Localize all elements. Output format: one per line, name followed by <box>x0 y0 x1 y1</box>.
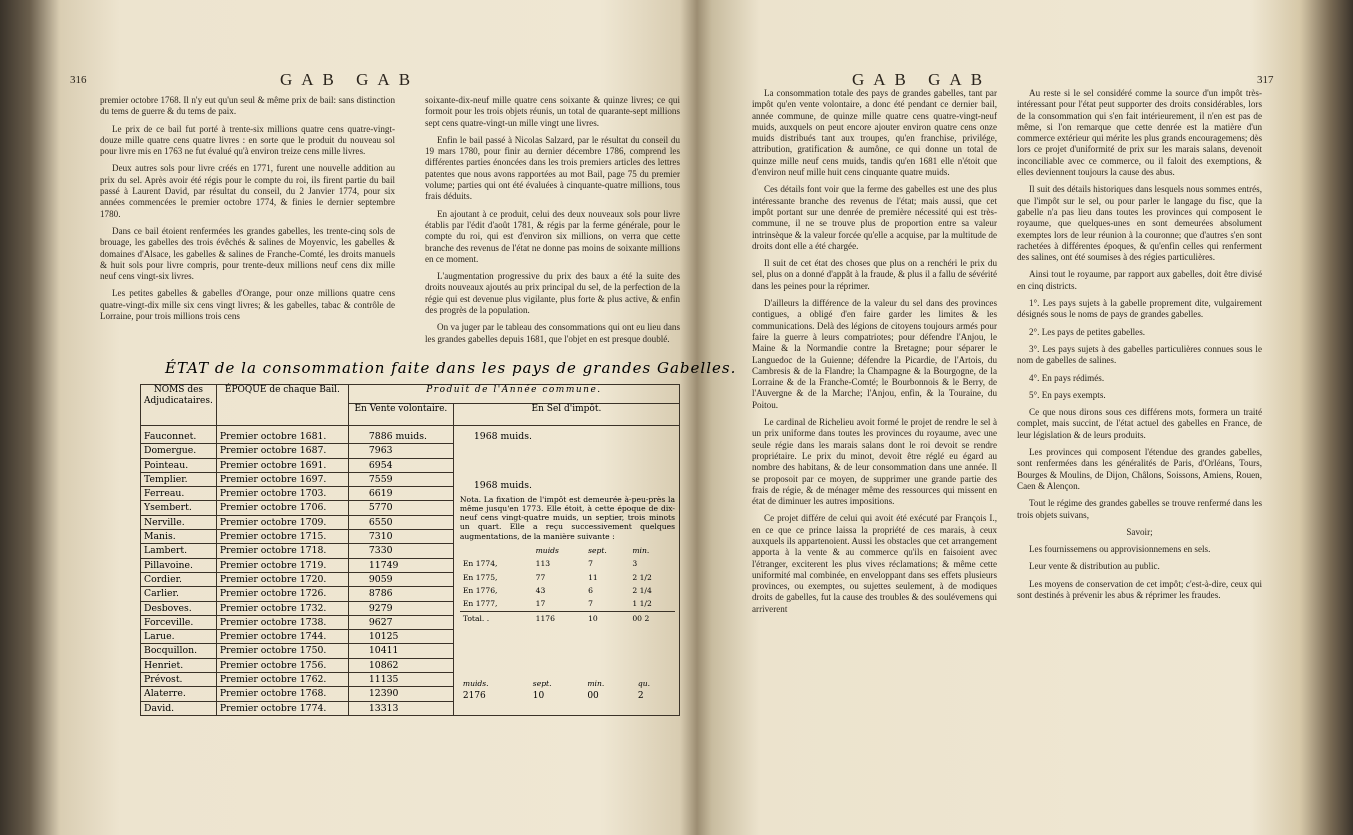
table-row: Forceville. Premier octobre 1738. 9627 <box>141 615 680 629</box>
table-row: Larue. Premier octobre 1744. 10125 <box>141 630 680 644</box>
sel-value-second: 1968 muids. <box>473 480 532 492</box>
sub-head: muids <box>535 546 559 556</box>
paragraph: 4°. En pays rédimés. <box>1029 372 1105 383</box>
paragraph: 1°. Les pays sujets à la gabelle proprement dite, vulgairement désignés sous le noms de pays de grandes gabelles. <box>1017 298 1262 320</box>
col-header-noms: NOMS des Adjudicataires. <box>141 385 217 426</box>
paragraph: Savoir; <box>1126 526 1153 537</box>
paragraph: 3°. Les pays sujets à des gabelles particulières connues sous le nom de gabelles de salines. <box>1017 343 1262 366</box>
final-total: muids. sept. min. qu. 2176 10 00 2 <box>462 678 651 702</box>
sub-head: min. <box>632 546 650 556</box>
table-row: Cordier. Premier octobre 1720. 9059 <box>141 572 680 586</box>
table-row: Carlier. Premier octobre 1726. 8786 <box>141 587 680 601</box>
paragraph: 5°. En pays exempts. <box>1029 389 1106 400</box>
paragraph: Ce que nous dirons sous ces différens mots, formera un traité complet, mais succint, de l'état actuel des gabelles en France, de leur législation & de leurs produits. <box>1017 407 1262 440</box>
table-row: Domergue. Premier octobre 1687. 7963 <box>141 444 680 458</box>
table-row <box>141 426 680 444</box>
paragraph: On va juger par le tableau des consommations qui ont eu lieu dans les grandes gabelles depuis 1681, que l'objet en est presque doublé. <box>425 322 680 344</box>
table-row: Henriet. Premier octobre 1756. 10862 <box>141 658 680 672</box>
paragraph: premier octobre 1768. Il n'y eut qu'un seul & même prix de bail: sans distinction du tems de guerre & du tems de paix. <box>100 95 395 117</box>
table-row: Pointeau. Premier octobre 1691. 6954 <box>141 458 680 472</box>
left-column-1 <box>100 95 395 328</box>
running-head-left: GAB GAB <box>280 70 420 89</box>
table-row: Nerville. Premier octobre 1709. 6550 <box>141 515 680 529</box>
col-header-epoque: ÉPOQUE de chaque Bail. <box>216 385 348 426</box>
paragraph: Leur vente & distribution au public. <box>1029 561 1160 572</box>
table-row: Ferreau. Premier octobre 1703. 6619 <box>141 487 680 501</box>
table-row: Manis. Premier octobre 1715. 7310 <box>141 530 680 544</box>
paragraph: L'augmentation progressive du prix des baux a été la suite des droits nouveaux ajoutés au prix principal du sel, de la perfection de la régie qui est devenue plus vigilante, plus forte & plus active, & enfin des progrès de la population. <box>425 271 680 316</box>
right-page <box>712 0 1292 835</box>
paragraph: D'ailleurs la différence de la valeur du sel dans des provinces contigues, a obligé d'en faire garder les limites & les communications. Delà des légions de citoyens toujours armés pour faire la guerre à leurs compatriotes; pour défendre l'Anjou, le Maine & la Normandie contre la Bretagne; pour séparer le Languedoc de la Guienne; défendre la Picardie, de l'Artois, du Cambresis & de la Flandre; la Champagne & la Bourgogne, de la Lorraine & de la Franche-Comté; le Bourbonnois & le Berry, de l'Auvergne & de la Marche; l'Anjou, enfin, & la Touraine, du Poitou. <box>752 298 997 410</box>
sub-row: En 1775, 77 11 2 1/2 <box>462 572 652 582</box>
paragraph: Tout le régime des grandes gabelles se trouve renfermé dans les trois objets suivans, <box>1017 498 1262 520</box>
page-number-right: 317 <box>1257 74 1274 86</box>
col-header-sel: En Sel d'impôt. <box>453 404 679 426</box>
paragraph: Ces détails font voir que la ferme des gabelles est une des plus intéressante branche des revenus de l'état; mais aussi, que cet impôt portant sur une denrée de première nécessité qui est très-commune, il ne se trouve plus de proportion entre sa valeur intrinsèque & la valeur forcée qu'elle a acquise, par la multitude de droits dont elle a été chargée. <box>752 184 997 251</box>
paragraph: Il suit des détails historiques dans lesquels nous sommes entrés, que l'impôt sur le sel, ou pour parler le langage du fisc, que la gabelle n'a pas lieu dans toutes les provinces qui composent le royaume, que quelques-unes en sont demeurées absolument exemptes lors de leur réunion à la couronne; que d'autres s'en sont rachetées à différentes époques, & qu'enfin celles qui renferment des salines, ont été soumises à des régies particulières. <box>1017 184 1262 263</box>
running-head-right: GAB GAB <box>852 70 992 89</box>
paragraph: Au reste si le sel considéré comme la source d'un impôt très-intéressant pour l'état peut supporter des droits considérables, lors de la consommation qui s'en fait intérieurement, il n'en est pas de même, si l'on remarque que cette denrée est la matière d'un commerce extérieur qui mérite les plus grands encouragemens; dès lors ce projet d'uniformité de prix sur les marais salans, devenoit inconciliable avec ce commerce, ou il faloit des exemptions, & elles deviennent toujours la cause des abus. <box>1017 88 1262 178</box>
paragraph: 2°. Les pays de petites gabelles. <box>1029 326 1146 337</box>
paragraph: Les moyens de conservation de cet impôt; c'est-à-dire, ceux qui sont destinés à prévenir les abus & réprimer les fraudes. <box>1017 578 1262 600</box>
paragraph: soixante-dix-neuf mille quatre cens soixante & quinze livres; ce qui formoit pour les trois objets réunis, un total de quarante-sept millions sept cens quatre-vingt-un mille vingt une livres. <box>425 95 680 128</box>
table-row: Pillavoine. Premier octobre 1719. 11749 <box>141 558 680 572</box>
paragraph: Le cardinal de Richelieu avoit formé le projet de rendre le sel à un prix uniforme dans toutes les provinces du royaume, avec une seule régie dans les marais salans dont le roi devoit se rendre propriétaire. Le prix du minot, devoit être réglé eu égard au nombre des habitans, & de leur consommation dans une année. Il se proposoit par ce moyen, de supprimer une grande partie des frais de régie, & de ménager même des ressources qui missent en état de diminuer les autres impositions. <box>752 417 997 507</box>
table-header-row <box>141 385 680 404</box>
paragraph: Les provinces qui composent l'étendue des grandes gabelles, sont renfermées dans les généralités de Paris, d'Orléans, Tours, Bourges & Moulins, de Dijon, Châlons, Soissons, Amiens, Rouen, Caen & Alençon. <box>1017 447 1262 491</box>
paragraph: Enfin le bail passé à Nicolas Salzard, par le résultat du conseil du 19 mars 1780, pour finir au dernier décembre 1786, comprend les différentes parties énoncées dans les trois premiers articles des lettres patentes que nous avons rapportées au mot Bail, page 75 du premier volume; parties qui ont été évaluées à cinquante-quatre millions, tous frais déduits. <box>425 134 680 202</box>
paragraph: En ajoutant à ce produit, celui des deux nouveaux sols pour livre établis par l'édit d'août 1781, & régis par la ferme générale, pour le compte du roi, qui est d'environ six millions, on verra que cette branche des revenus de l'état ne donne pas moins de soixante millions en ce moment. <box>425 208 680 264</box>
paragraph: Le prix de ce bail fut porté à trente-six millions quatre cens quatre-vingt-douze mille quatre cens quatre livres : en sorte que le produit du nouveau sol pour livre mis en 1763 ne fut évalué qu'à environ treize cens mille livres. <box>100 123 395 157</box>
paragraph: Ainsi tout le royaume, par rapport aux gabelles, doit être divisé en cinq districts. <box>1017 269 1262 291</box>
note-text: Nota. La fixation de l'impôt est demeurée à-peu-près la même jusqu'en 1773. Elle étoit, à cette époque de dix-neuf cens vingt-quatre muids, un septier, trois minots un quart. Elle a reçu successivement quelques augmentations, de la manière suivante : <box>459 494 675 541</box>
paragraph: La consommation totale des pays de grandes gabelles, tant par impôt qu'en vente volontaire, a donc été pendant ce dernier bail, année commune, de quinze mille quatre cens quatre-vingt-neuf muids, auxquels on peut encore ajouter environ quatre cens onze muids distribués tant aux troupes, qu'en franchise, privilége, attribution, gratification & aumône, ce qui donne un total de quinze mille neuf cens muids, tandis qu'en 1681 elle n'étoit que d'environ neuf mille huit cens cinquante quatre muids. <box>752 88 997 178</box>
sub-row: En 1776, 43 6 2 1/4 <box>462 585 652 595</box>
table-title: ÉTAT de la consommation faite dans les pays de grandes Gabelles. <box>165 359 737 377</box>
row-vente: 7886 muids. <box>348 426 453 444</box>
paragraph: Deux autres sols pour livre créés en 1771, furent une nouvelle addition au prix du sel. Après avoir été régis pour le compte du roi, ils firent partie du bail passé à Laurent David, par résultat du conseil, du 2 Janvier 1774, pour six années commencées le premier octobre 1774, & finies le dernier septembre 1780. <box>100 163 395 219</box>
paragraph: Les fournissemens ou approvisionnemens en sels. <box>1029 544 1211 555</box>
row-name: Fauconnet. <box>141 426 217 444</box>
row-epoque: Premier octobre 1681. <box>216 426 348 444</box>
col-header-produit: Produit de l'Année commune. <box>348 385 679 404</box>
table-row: Desboves. Premier octobre 1732. 9279 <box>141 601 680 615</box>
sel-cell <box>453 426 679 716</box>
sub-total-row: Total. . 1176 10 00 2 <box>462 613 650 623</box>
table-row: Prévost. Premier octobre 1762. 11135 <box>141 673 680 687</box>
paragraph: Dans ce bail étoient renfermées les grandes gabelles, les trente-cinq sols de brouage, les gabelles des trois évêchés & salines de Moyenvic, les gabelles & domaines d'Alsace, les gabelles & salines de Franche-Comté, les droits manuels & huit sols pour livre compris, pour trente-deux millions neuf cens dix mille neuf cens vingt-six livres. <box>100 225 395 282</box>
sub-row: En 1774, 113 7 3 <box>462 559 638 569</box>
sub-head: sept. <box>588 546 607 556</box>
consumption-table <box>140 384 680 716</box>
augmentation-table <box>460 544 675 625</box>
table-row: Ysembert. Premier octobre 1706. 5770 <box>141 501 680 515</box>
paragraph: Les petites gabelles & gabelles d'Orange, pour onze millions quatre cens quatre-vingt-dix mille six cens vingt livres; & les gabelles, tabac & contrôle de Lorraine, pour trois millions trois cens <box>100 288 395 322</box>
table-row: David. Premier octobre 1774. 13313 <box>141 701 680 715</box>
right-column-1 <box>752 88 997 621</box>
left-column-2 <box>425 95 680 351</box>
right-column-2 <box>1017 88 1262 607</box>
sel-value-first: 1968 muids. <box>473 431 532 442</box>
table-row: Alaterre. Premier octobre 1768. 12390 <box>141 687 680 701</box>
paragraph: Il suit de cet état des choses que plus on a renchéri le prix du sel, plus on a donné d'appât à la fraude, & plus il a fallu de sévérité dans les peines pour la réprimer. <box>752 258 997 291</box>
table-row: Lambert. Premier octobre 1718. 7330 <box>141 544 680 558</box>
col-header-vente: En Vente volontaire. <box>348 404 453 426</box>
table-row: Bocquillon. Premier octobre 1750. 10411 <box>141 644 680 658</box>
page-number-left: 316 <box>70 74 87 86</box>
sub-row: En 1777, 17 7 1 1/2 <box>460 597 675 611</box>
table-row: Templier. Premier octobre 1697. 7559 <box>141 472 680 486</box>
paragraph: Ce projet différe de celui qui avoit été exécuté par François I., en ce que ce prince laissa la propriété de ces marais, à ceux auxquels ils appartenoient. Aussi les obstacles que cet arrangement apporta à la vente & au commerce qu'ils en faisoient avec l'étranger, exciterent les plus vives réclamations; & même cette uniformité mal combinée, en enveloppant dans ses effets plusieurs provinces, ou exemptes, ou sujettes seulement, à de modiques droits de gabelles, fut la cause des troubles & des soulévemens qui arriverent <box>752 513 997 614</box>
